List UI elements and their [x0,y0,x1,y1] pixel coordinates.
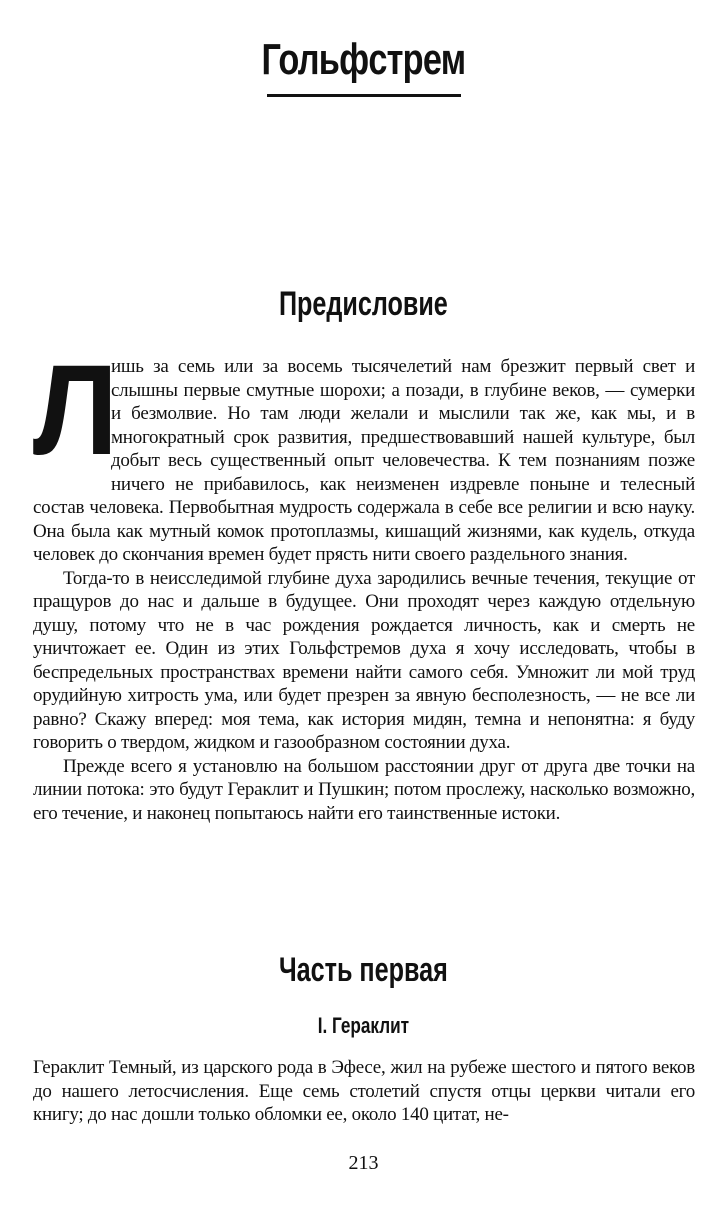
part-heading: Часть первая [278,951,448,989]
chapter-heading: I. Гераклит [317,1013,410,1038]
drop-cap: Л [32,339,118,482]
page-number: 213 [348,1152,379,1174]
preface-paragraph-2: Тогда-то в неисследимой глубине духа зародились вечные течения, текущие от пращуров до нас и дальше в будущее. Они проходят через каждую отдельную душу, потому что не в час рождения рождается личность, как и смерть не уничтожает ее. Один из этих Гольфстремов духа я хочу исследовать, чтобы в беспредельных пространствах времени найти самого себя. Умножит ли мой труд орудийную хитрость ума, или будет презрен за явную бесполезность, — не все ли равно? Скажу вперед: моя тема, как история мидян, темна и непонятна: я буду говорить о твердом, жидком и газообразном состоянии духа. [33,567,695,753]
preface-paragraph-3: Прежде всего я установлю на большом расстоянии друг от друга две точки на линии потока: это будут Гераклит и Пушкин; потом прослежу, насколько возможно, его течение, и наконец попытаюсь найти его таинственные истоки. [33,755,695,824]
preface-paragraph-1-text: ишь за семь или за восемь тысячелетий нам брезжит первый свет и слышны первые смутные шорохи; а позади, в глубине веков, — сумерки и безмолвие. Но там люди желали и мыслили так же, как мы, и в многократный срок развития, предшествовавший нашей культуре, был добыт весь существенный опыт человечества. К тем познаниям позже ничего не прибавилось, как неизменен издревле поныне и телесный состав человека. Первобытная мудрость содержала в себе все религии и всю науку. Она была как мутный комок протоплазмы, кишащий жизнями, как кудель, откуда человек до скончания времен будет прясть нити своего раздельного знания. [33,356,695,565]
chapter-paragraph-1: Гераклит Темный, из царского рода в Эфесе, жил на рубеже шестого и пятого веков до нашего летосчисления. Еще семь столетий спустя отцы церкви читали его книгу; до нас дошли только обломки ее, около 140 цитат, не- [33,1057,695,1125]
preface-text [32,339,695,825]
page-title: Гольфстрем [261,35,466,84]
preface-heading: Предисловие [278,285,448,323]
title-underline [267,94,461,97]
chapter-text [33,1056,695,1127]
preface-paragraph-1 [32,339,695,567]
